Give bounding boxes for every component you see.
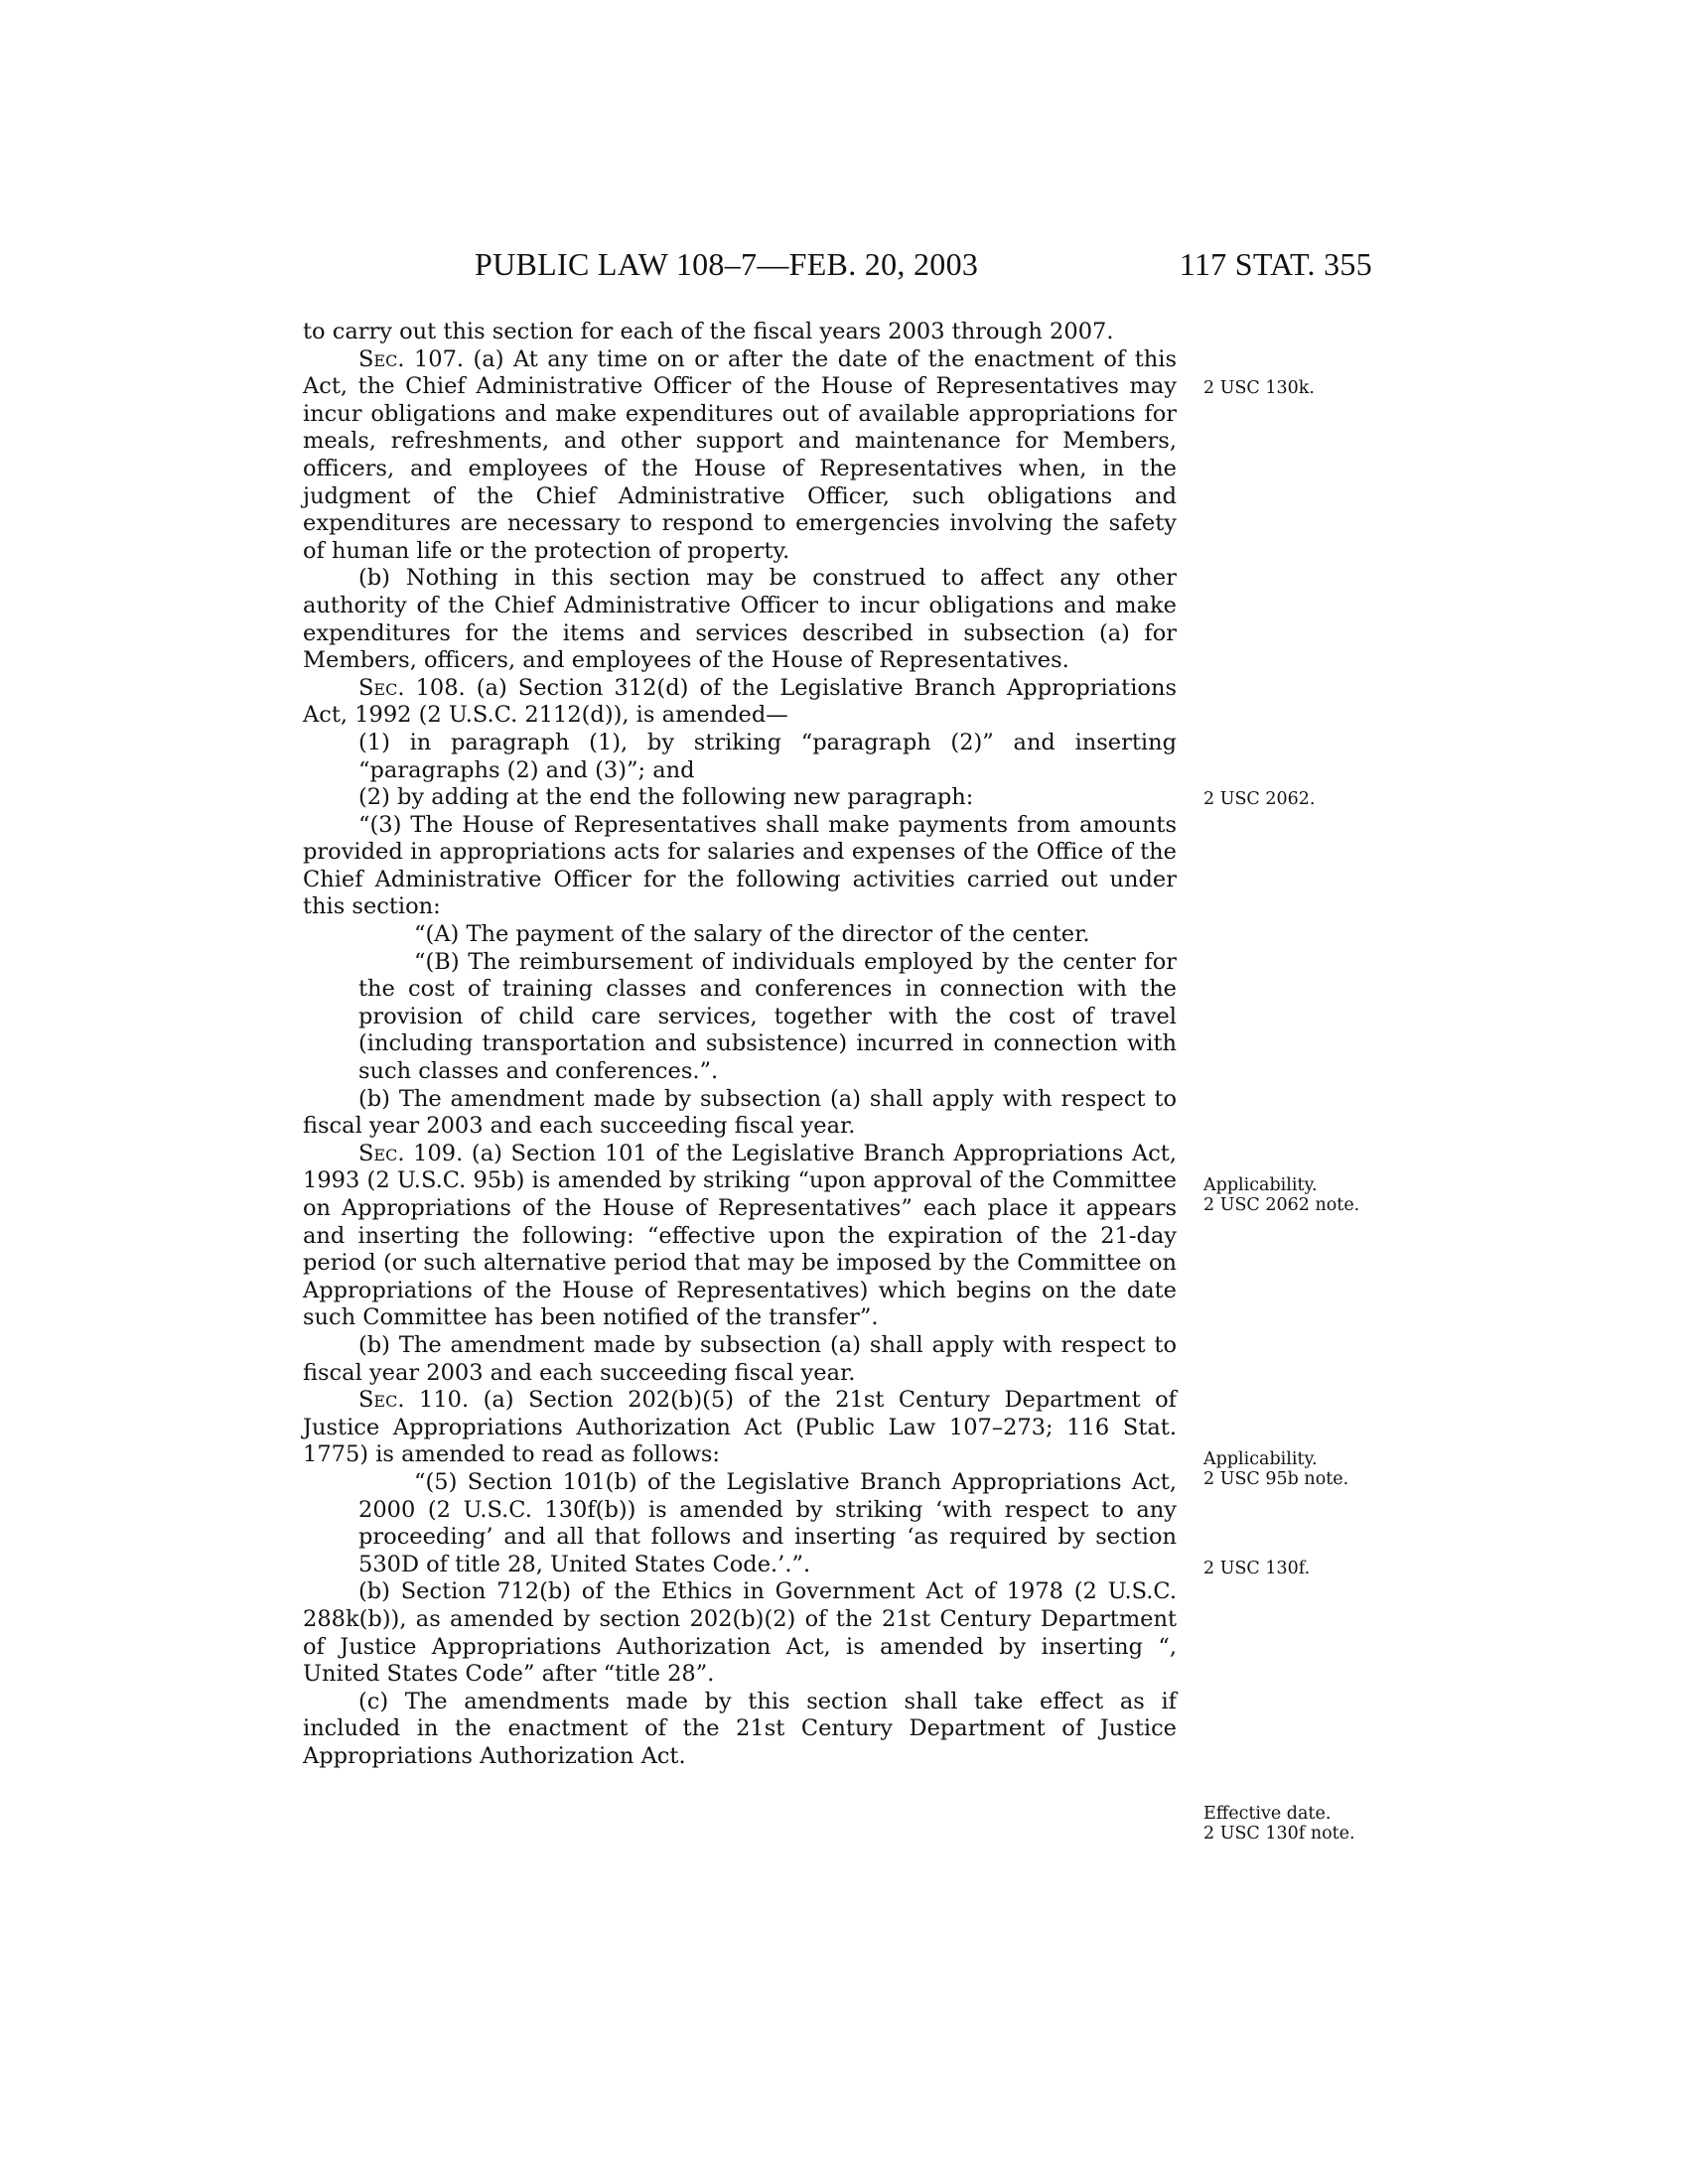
section-108-a-1: (1) in paragraph (1), by striking “paragraph (2)” and inserting “paragraphs (2) and (3)”; and: [358, 729, 1177, 783]
document-body: [303, 319, 1177, 1770]
margin-note: 2 USC 130f.: [1203, 1559, 1311, 1578]
section-label: Sec.: [358, 674, 405, 701]
quoted-paragraph-5: “(5) Section 101(b) of the Legislative Branch Appropriations Act, 2000 (2 U.S.C. 130f(b)) is amended by striking ‘with respect to any proceeding’ and all that follows and inserting ‘as required by section 530D of title 28, United States Code.’.”.: [358, 1468, 1177, 1577]
margin-note: Applicability. 2 USC 2062 note.: [1203, 1175, 1360, 1215]
paragraph-continuation: to carry out this section for each of the fiscal years 2003 through 2007.: [303, 319, 1114, 344]
section-107-b: (b) Nothing in this section may be construed to affect any other authority of the Chief Administrative Officer to incur obligations and make expenditures for the items and services described in subsection (a) for Members, officers, and employees of the House of Representatives.: [303, 565, 1177, 674]
section-label: Sec.: [358, 1140, 405, 1166]
margin-note: 2 USC 130k.: [1203, 378, 1315, 398]
section-108-a-2: (2) by adding at the end the following new paragraph:: [358, 784, 974, 811]
margin-note: Applicability. 2 USC 95b note.: [1203, 1449, 1349, 1489]
section-109-a: Sec. 109. (a) Section 101 of the Legislative Branch Appropriations Act, 1993 (2 U.S.C. 95b) is amended by striking “upon approval of the Committee on Appropriations of the House of Representatives” each place it appears and inserting the following: “effective upon the expiration of the 21-day period (or such alternative period that may be imposed by the Committee on Appropriations of the House of Representatives) which begins on the date such Committee has been notified of the transfer”.: [303, 1140, 1177, 1331]
section-109-b: (b) The amendment made by subsection (a) shall apply with respect to fiscal year 2003 and each succeeding fiscal year.: [303, 1331, 1177, 1386]
quoted-subparagraph-b: “(B) The reimbursement of individuals employed by the center for the cost of training classes and conferences in connection with the provision of child care services, together with the cost of travel (including transportation and subsistence) incurred in connection with such classes and conferences.”.: [358, 948, 1177, 1085]
section-label: Sec.: [358, 1387, 405, 1414]
section-107-a: Sec. 107. (a) At any time on or after the date of the enactment of this Act, the Chief Administrative Officer of the House of Representatives may incur obligations and make expenditures out of available appropriations for meals, refreshments, and other support and maintenance for Members, officers, and employees of the House of Representatives when, in the judgment of the Chief Administrative Officer, such obligations and expenditures are necessary to respond to emergencies involving the safety of human life or the protection of property.: [303, 345, 1177, 564]
section-110-a: Sec. 110. (a) Section 202(b)(5) of the 21st Century Department of Justice Appropriations Authorization Act (Public Law 107–273; 116 Stat. 1775) is amended to read as follows:: [303, 1387, 1177, 1468]
page-header: [475, 246, 1372, 286]
margin-note: 2 USC 2062.: [1203, 789, 1316, 809]
section-108-b: (b) The amendment made by subsection (a) shall apply with respect to fiscal year 2003 and each succeeding fiscal year.: [303, 1085, 1177, 1140]
section-110-c: (c) The amendments made by this section shall take effect as if included in the enactment of the 21st Century Department of Justice Appropriations Authorization Act.: [303, 1688, 1177, 1769]
quoted-paragraph-3: “(3) The House of Representatives shall make payments from amounts provided in appropriations acts for salaries and expenses of the Office of the Chief Administrative Officer for the following activities carried out under this section:: [303, 811, 1177, 920]
margin-note: Effective date. 2 USC 130f note.: [1203, 1804, 1355, 1843]
page-number: 117 STAT. 355: [1179, 246, 1372, 282]
running-title: PUBLIC LAW 108–7—FEB. 20, 2003: [475, 246, 979, 282]
quoted-subparagraph-a: “(A) The payment of the salary of the director of the center.: [414, 921, 1090, 948]
section-108-a: Sec. 108. (a) Section 312(d) of the Legislative Branch Appropriations Act, 1992 (2 U.S.C. 2112(d)), is amended—: [303, 674, 1177, 729]
section-110-b: (b) Section 712(b) of the Ethics in Government Act of 1978 (2 U.S.C. 288k(b)), as amended by section 202(b)(2) of the 21st Century Department of Justice Appropriations Authorization Act, is amended by inserting “, United States Code” after “title 28”.: [303, 1578, 1177, 1688]
section-label: Sec.: [358, 345, 405, 372]
